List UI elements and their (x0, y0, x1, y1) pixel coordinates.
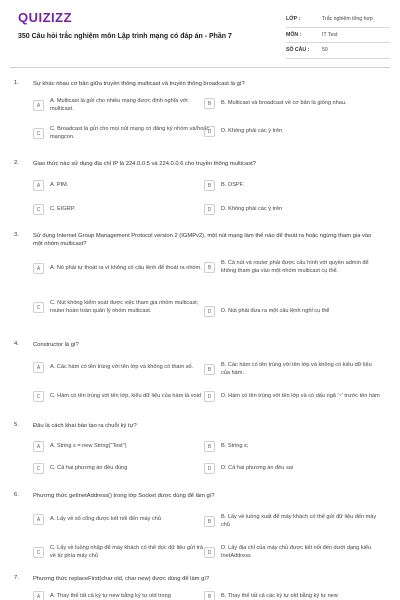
option-a[interactable] (33, 514, 210, 525)
option-d[interactable] (204, 463, 381, 474)
option-c[interactable] (33, 463, 210, 474)
option-a[interactable] (33, 441, 210, 452)
option-letter: A (33, 362, 44, 373)
meta-label: LỚP : (286, 16, 301, 23)
option-text: B. Thay thế tất cả các ký tự old bằng ký tự new (221, 592, 338, 599)
option-letter: A (33, 591, 44, 600)
meta-table (286, 12, 390, 59)
option-c[interactable] (33, 204, 210, 215)
option-letter: D (204, 547, 215, 558)
option-d[interactable] (204, 204, 381, 215)
question-text: Sự khác nhau cơ bản giữa truyền thông multicast và truyền thông broadcast là gì? (33, 81, 245, 87)
meta-value: 50 (322, 47, 328, 54)
option-letter: D (204, 204, 215, 215)
option-letter: A (33, 100, 44, 111)
option-letter: C (33, 302, 44, 313)
option-letter: C (33, 128, 44, 139)
question-text: Đâu là cách khai báo tạo ra chuỗi ký tự? (33, 423, 137, 429)
option-b[interactable] (204, 362, 381, 377)
option-b[interactable] (204, 441, 381, 452)
meta-row-subject (286, 28, 390, 44)
option-text: A. Các hàm có tên trùng với tên lớp và không có tham số. (50, 363, 194, 370)
option-a[interactable] (33, 591, 210, 600)
option-text: A. Nó phải tự thoát ra vì không có câu lệnh để thoát ra nhóm. (50, 264, 202, 271)
question-text: Phương thức replaceFirst(char old, char new) được dùng để làm gì? (33, 576, 210, 582)
option-b[interactable] (204, 260, 381, 275)
page-title: 350 Câu hỏi trắc nghiệm môn Lập trình mạng có đáp án - Phần 7 (18, 33, 232, 40)
option-text: D. Cả hai phương án đều sai (221, 464, 294, 471)
option-text: D. Hàm có tên trùng với tên lớp và có dấu ngã '~' trước tên hàm (221, 392, 380, 399)
option-letter: A (33, 180, 44, 191)
option-text: C. Lấy về luồng nhập để máy khách có thể đọc dữ liệu gửi trả về từ phía máy chủ (50, 545, 204, 559)
option-b[interactable] (204, 180, 381, 191)
option-text: C. EIGRP. (50, 205, 76, 212)
option-text: B. String s; (221, 442, 249, 449)
question-number: 1. (14, 80, 19, 86)
option-letter: A (33, 263, 44, 274)
question-text: Constructor là gì? (33, 342, 79, 348)
option-c[interactable] (33, 126, 210, 141)
option-letter: C (33, 547, 44, 558)
question-number: 6. (14, 492, 19, 498)
option-letter: D (204, 391, 215, 402)
question-number: 3. (14, 232, 19, 238)
quizizz-logo: QUIZIZZ (18, 10, 73, 25)
option-letter: D (204, 463, 215, 474)
option-a[interactable] (33, 180, 210, 191)
option-letter: B (204, 364, 215, 375)
option-letter: B (204, 441, 215, 452)
option-letter: A (33, 441, 44, 452)
question-text: Giao thức nào sử dụng địa chỉ IP là 224.0.0.5 và 224.0.0.6 cho truyền thông multicast? (33, 161, 256, 167)
meta-row-count (286, 43, 390, 59)
option-text: C. Nút không kiểm soát được việc tham gia nhóm multicast; router hoàn toàn quản lý nhóm multicast. (50, 300, 199, 314)
option-letter: D (204, 126, 215, 137)
option-text: C. Cả hai phương án đều đúng (50, 464, 128, 471)
option-text: D. Nút phải đưa ra một câu lệnh nghỉ cụ thể (221, 307, 330, 314)
option-c[interactable] (33, 545, 210, 560)
option-text: A. PIM. (50, 181, 69, 188)
option-letter: B (204, 98, 215, 109)
meta-value: IT Test (322, 31, 338, 38)
question-number: 7. (14, 575, 19, 581)
option-b[interactable] (204, 514, 381, 529)
option-b[interactable] (204, 591, 381, 600)
meta-label: SỐ CÂU : (286, 47, 310, 54)
option-letter: B (204, 591, 215, 600)
option-d[interactable] (204, 306, 381, 317)
option-text: A. String s = new String("Test") (50, 442, 127, 449)
option-text: B. OSPF. (221, 181, 245, 188)
question-number: 5. (14, 422, 19, 428)
header-divider (10, 67, 390, 68)
option-text: B. Lấy về luồng xuất để máy khách có thể gửi dữ liệu đến máy chủ (221, 514, 377, 528)
option-d[interactable] (204, 545, 381, 560)
question-text: Sử dụng Internet Group Management Protocol version 2 (IGMPv2), một nút mạng làm thế nào để thoát ra hoặc ngừng tham gia vào một nhóm multicast? (33, 233, 372, 247)
option-letter: D (204, 306, 215, 317)
option-text: B. Multicast và broadcast về cơ bản là giống nhau. (221, 99, 347, 106)
option-text: B. Các hàm có tên trùng với tên lớp và không có kiểu dữ liệu của hàm. (221, 362, 372, 376)
question-number: 4. (14, 341, 19, 347)
option-text: A. Thay thế tất cả ký tự new bằng ký tự old trong (50, 592, 171, 599)
meta-label: MÔN : (286, 31, 302, 38)
option-letter: B (204, 180, 215, 191)
option-text: A. Multicast là gửi cho nhiều mạng được định nghĩa với multicast. (50, 98, 188, 112)
option-text: D. Không phải các ý trên (221, 127, 283, 134)
option-c[interactable] (33, 300, 210, 315)
meta-row-class (286, 12, 390, 28)
question-number: 2. (14, 160, 19, 166)
option-text: A. Lấy về số cổng được kết nối đến máy chủ (50, 515, 161, 522)
option-letter: B (204, 516, 215, 527)
option-d[interactable] (204, 391, 381, 402)
option-letter: B (204, 262, 215, 273)
option-text: D. Lấy địa chỉ của máy chủ được kết nối đến dưới dạng kiểu InetAddress (221, 545, 372, 559)
option-letter: A (33, 514, 44, 525)
option-letter: C (33, 463, 44, 474)
option-a[interactable] (33, 362, 210, 373)
option-b[interactable] (204, 98, 381, 109)
option-letter: C (33, 204, 44, 215)
option-d[interactable] (204, 126, 381, 137)
option-a[interactable] (33, 98, 210, 113)
question-text: Phương thức getInetAddress() trong lớp Socket được dùng để làm gì? (33, 493, 215, 499)
option-letter: C (33, 391, 44, 402)
option-a[interactable] (33, 263, 210, 274)
option-text: C. Hàm có tên trùng với tên lớp, kiểu dữ liệu của hàm là void (50, 392, 201, 399)
option-text: C. Broadcast là gửi cho mọi nút mạng có đăng ký nhóm và/hoặc mạngcon. (50, 126, 210, 140)
option-text: B. Cả nút và router phải được cấu hình với quyền admin để không tham gia vào một nhóm multicast cụ thể. (221, 260, 369, 274)
option-text: D. Không phải các ý trên (221, 205, 283, 212)
option-c[interactable] (33, 391, 210, 402)
meta-value: Trắc nghiệm tổng hợp (322, 16, 373, 23)
